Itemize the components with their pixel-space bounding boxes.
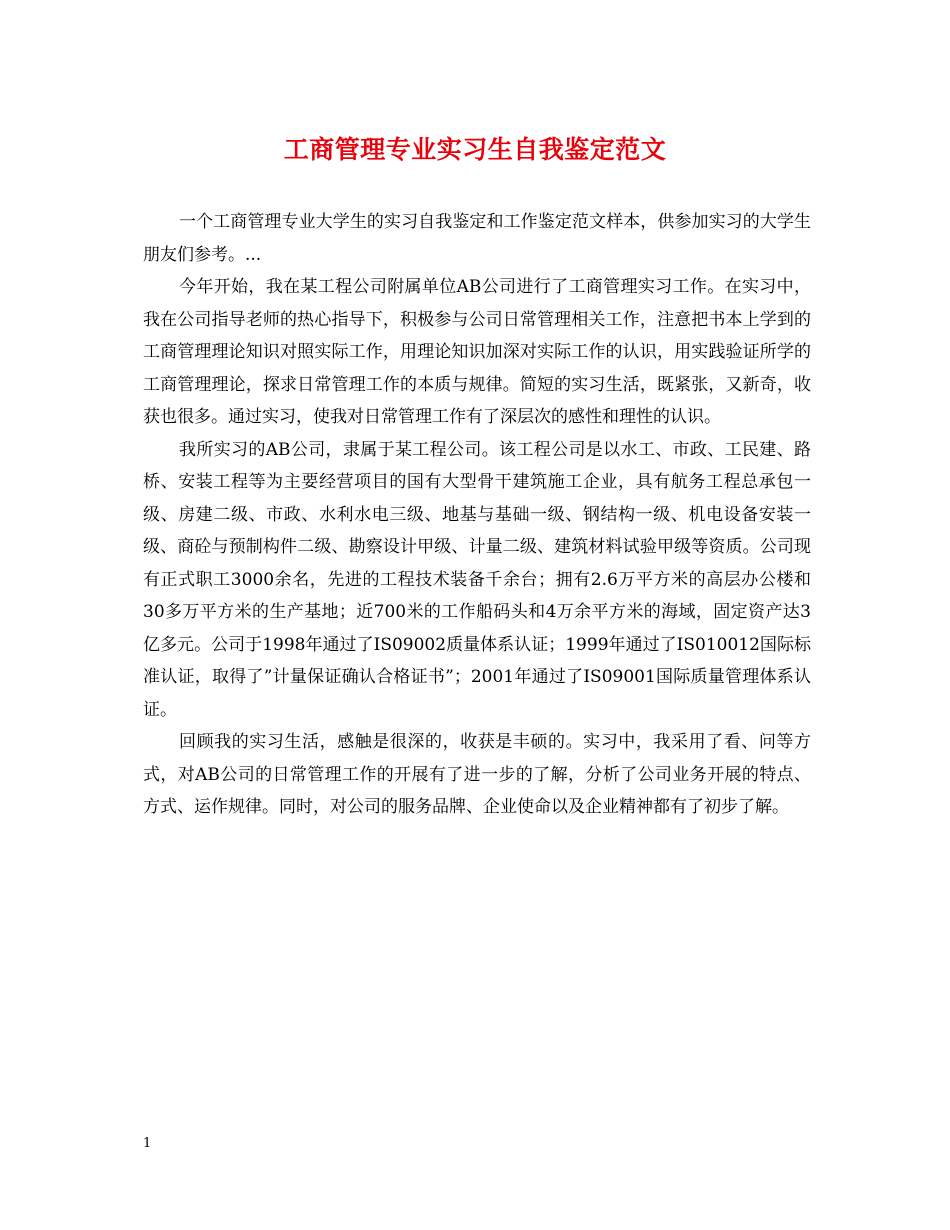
page-number: 1 <box>143 1136 152 1151</box>
paragraph-internship-overview: 今年开始，我在某工程公司附属单位AB公司进行了工商管理实习工作。在实习中，我在公司指导老师的热心指导下，积极参与公司日常管理相关工作，注意把书本上学到的工商管理理论知识对照实际工作，用理论知识加深对实际工作的认识，用实践验证所学的工商管理理论，探求日常管理工作的本质与规律。简短的实习生活，既紧张，又新奇，收获也很多。通过实习，使我对日常管理工作有了深层次的感性和理性的认识。 <box>143 277 811 427</box>
document-title: 工商管理专业实习生自我鉴定范文 <box>283 135 667 164</box>
document-body <box>143 206 811 824</box>
paragraph-company-profile: 我所实习的AB公司，隶属于某工程公司。该工程公司是以水工、市政、工民建、路桥、安装工程等为主要经营项目的国有大型骨干建筑施工企业，具有航务工程总承包一级、房建二级、市政、水利水电三级、地基与基础一级、钢结构一级、机电设备安装一级、商砼与预制构件二级、勘察设计甲级、计量二级、建筑材料试验甲级等资质。公司现有正式职工3000余名，先进的工程技术装备千余台；拥有2.6万平方米的高层办公楼和30多万平方米的生产基地；近700米的工作船码头和4万余平方米的海域，固定资产达3亿多元。公司于1998年通过了IS09002质量体系认证；1999年通过了IS010012国际标准认证，取得了”计量保证确认合格证书”；2001年通过了IS09001国际质量管理体系认证。 <box>143 439 811 720</box>
paragraph-intro: 一个工商管理专业大学生的实习自我鉴定和工作鉴定范文样本，供参加实习的大学生朋友们参考。... <box>143 212 811 265</box>
paragraph-reflection: 回顾我的实习生活，感触是很深的，收获是丰硕的。实习中，我采用了看、问等方式，对AB公司的日常管理工作的开展有了进一步的了解，分析了公司业务开展的特点、方式、运作规律。同时，对公司的服务品牌、企业使命以及企业精神都有了初步了解。 <box>143 732 811 817</box>
